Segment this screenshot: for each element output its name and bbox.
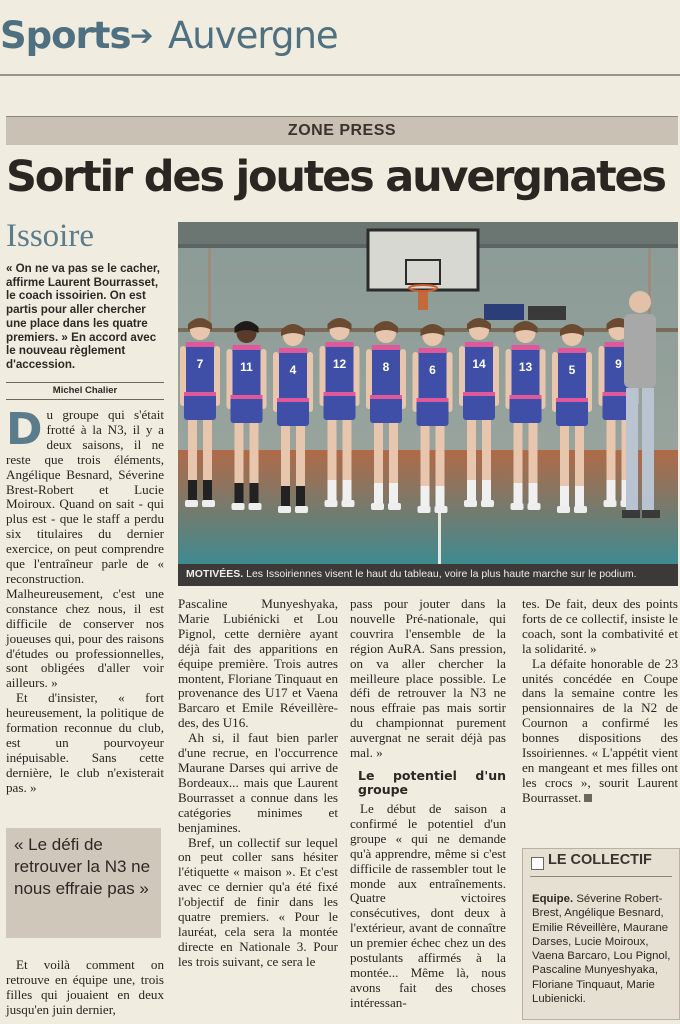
article-column-1: [6, 404, 164, 796]
article-column-1-continued: [6, 958, 164, 1018]
collectif-title: LE COLLECTIF: [548, 852, 652, 868]
paragraph: Bref, un collectif sur lequel on peut coller sans hésiter l'étiquette « maison ». Et c'est avec ce dernier qu'a été fixé l'objectif de finir dans les quatre premiers. « Pour le lauréat, cela sera la montée directe en Nationale 3. Pour les trois suivant, ce sera le: [178, 834, 338, 969]
photo-caption: [186, 568, 637, 580]
kicker-bar: [6, 116, 678, 145]
paragraph: La défaite honorable de 23 unités concédée en Coupe dans la semaine contre les pensionnaires de la N2 de Cournon a confirmé les bonnes dispositions des Issoiriennes. « L'appétit vient en mangeant et mes filles ont les crocs », sourit Laurent Bourrasset.: [522, 655, 678, 805]
paragraph: Et voilà comment on retrouve en équipe une, trois filles qui jouaient en deux jusqu'en juin dernier,: [6, 957, 164, 1017]
roster-names: Séverine Robert-Brest, Angélique Besnard, Emilie Réveillère, Maurane Darses, Lucie Moiroux, Vaena Barcaro, Lou Pignol, Pascaline Munyeshyaka, Floriane Tinquaut, Marie Lubienicki.: [532, 893, 671, 1006]
jersey-number: 9: [615, 357, 622, 371]
jersey-number: 5: [568, 363, 576, 377]
header-rule: [0, 74, 680, 76]
intro-paragraph: « On ne va pas se le cacher, affirme Laurent Bourrasset, le coach issoirien. On est partis pour aller chercher une place dans les quatre premiers. » En accord avec le nouveau règlement d'accession.: [6, 262, 161, 371]
jersey-number: 12: [332, 357, 347, 371]
paragraph: Le début de saison a confirmé le potentiel d'un groupe « qui ne demande qu'à apprendre, même si c'est difficile de rassembler tout le monde aux entraînements. Quatre victoires consécutives, dont deux à l'extérieur, avant de connaître un premier échec chez un des postulants affirmés à la montée... Même là, nous avons fait des choses intéressan-: [350, 800, 506, 1010]
end-mark-icon: [584, 794, 592, 802]
collectif-rule: [530, 876, 672, 877]
jersey-number: 4: [289, 363, 297, 377]
jersey-number: 7: [196, 357, 204, 371]
roster-label: Equipe.: [532, 893, 574, 905]
jersey-number: 8: [382, 360, 390, 374]
article-column-3: [350, 597, 506, 1011]
paragraph: tes. De fait, deux des points forts de ce collectif, insiste le coach, sont la combativité et la solidarité. »: [522, 596, 678, 656]
dateline-place: Issoire: [6, 218, 94, 254]
paragraph: Et d'insister, « fort heureusement, la politique de formation reconnue du club, est un pourvoyeur inépuisable. Sans cette dernière, le club n'existerait pas. »: [6, 690, 164, 795]
article-column-4: [522, 597, 678, 806]
article-column-2: [178, 597, 338, 970]
byline-rule: [6, 382, 164, 383]
region-name: Auvergne: [168, 14, 338, 57]
byline-rule: [6, 399, 164, 400]
team-photo-illustration: [178, 222, 678, 564]
jersey-number: 6: [429, 363, 436, 377]
photo-caption-bar: [178, 564, 678, 586]
square-icon: [531, 857, 544, 870]
jersey-number: 14: [472, 357, 486, 371]
caption-text: Les Issoiriennes visent le haut du tableau, voire la plus haute marche sur le podium.: [246, 568, 637, 580]
caption-label: MOTIVÉES.: [186, 568, 244, 580]
headline: Sortir des joutes auvergnates: [6, 152, 665, 202]
byline: Michel Chalier: [52, 385, 118, 396]
paragraph: pass pour jouter dans la nouvelle Pré-nationale, qui couvrira l'ensemble de la région AuRA. Sans pression, on va aller chercher la meilleure place possible. Le défi de retrouver la N3 ne nous effraie pas mais sortir du championnat purement auvergnat ne serait déjà pas mal. »: [350, 596, 506, 761]
paragraph: Pascaline Munyeshyaka, Marie Lubiénicki et Lou Pignol, cette dernière ayant déjà fait des apparitions en équipe première. Trois autres montent, Floriane Tinquaut en provenance des U17 et Vaena Barcaro et Emile Réveillère-des, des U16.: [178, 596, 338, 731]
kicker: ZONE PRESS: [287, 122, 397, 139]
jersey-number: 11: [240, 360, 253, 374]
dropcap: D: [6, 404, 43, 455]
section-name: Sports: [0, 14, 131, 57]
jersey-number: 13: [518, 360, 533, 374]
paragraph: Ah si, il faut bien parler d'une recrue, en l'occurrence Maurane Darses qui arrive de Bordeaux... mais que Laurent Bourrasset a connue dans les catégories minimes et benjamines.: [178, 730, 338, 835]
team-photo: [178, 222, 678, 564]
paragraph: u groupe qui s'était frotté à la N3, il y a deux saisons, il ne reste que trois éléments, Angélique Besnard, Séverine Brest-Robert et Lucie Moiroux. Quand on sait - qui plus est - que le staff a perdu six titulaires du dernier exercice, on peut comprendre que l'entraîneur parle de « reconstruction. Malheureusement, c'est une constance chez nous, il est difficile de conserver nos joueuses qui, pour des raisons d'études ou professionnelles, sont obligées d'aller voir ailleurs. »: [6, 407, 164, 691]
subheading: Le potentiel d'un groupe: [358, 767, 506, 798]
section-header: [0, 4, 680, 68]
collectif-roster: [532, 892, 672, 1006]
arrow-right-icon: ➔: [130, 19, 154, 52]
pullquote: « Le défi de retrouver la N3 ne nous effraie pas »: [14, 835, 151, 898]
